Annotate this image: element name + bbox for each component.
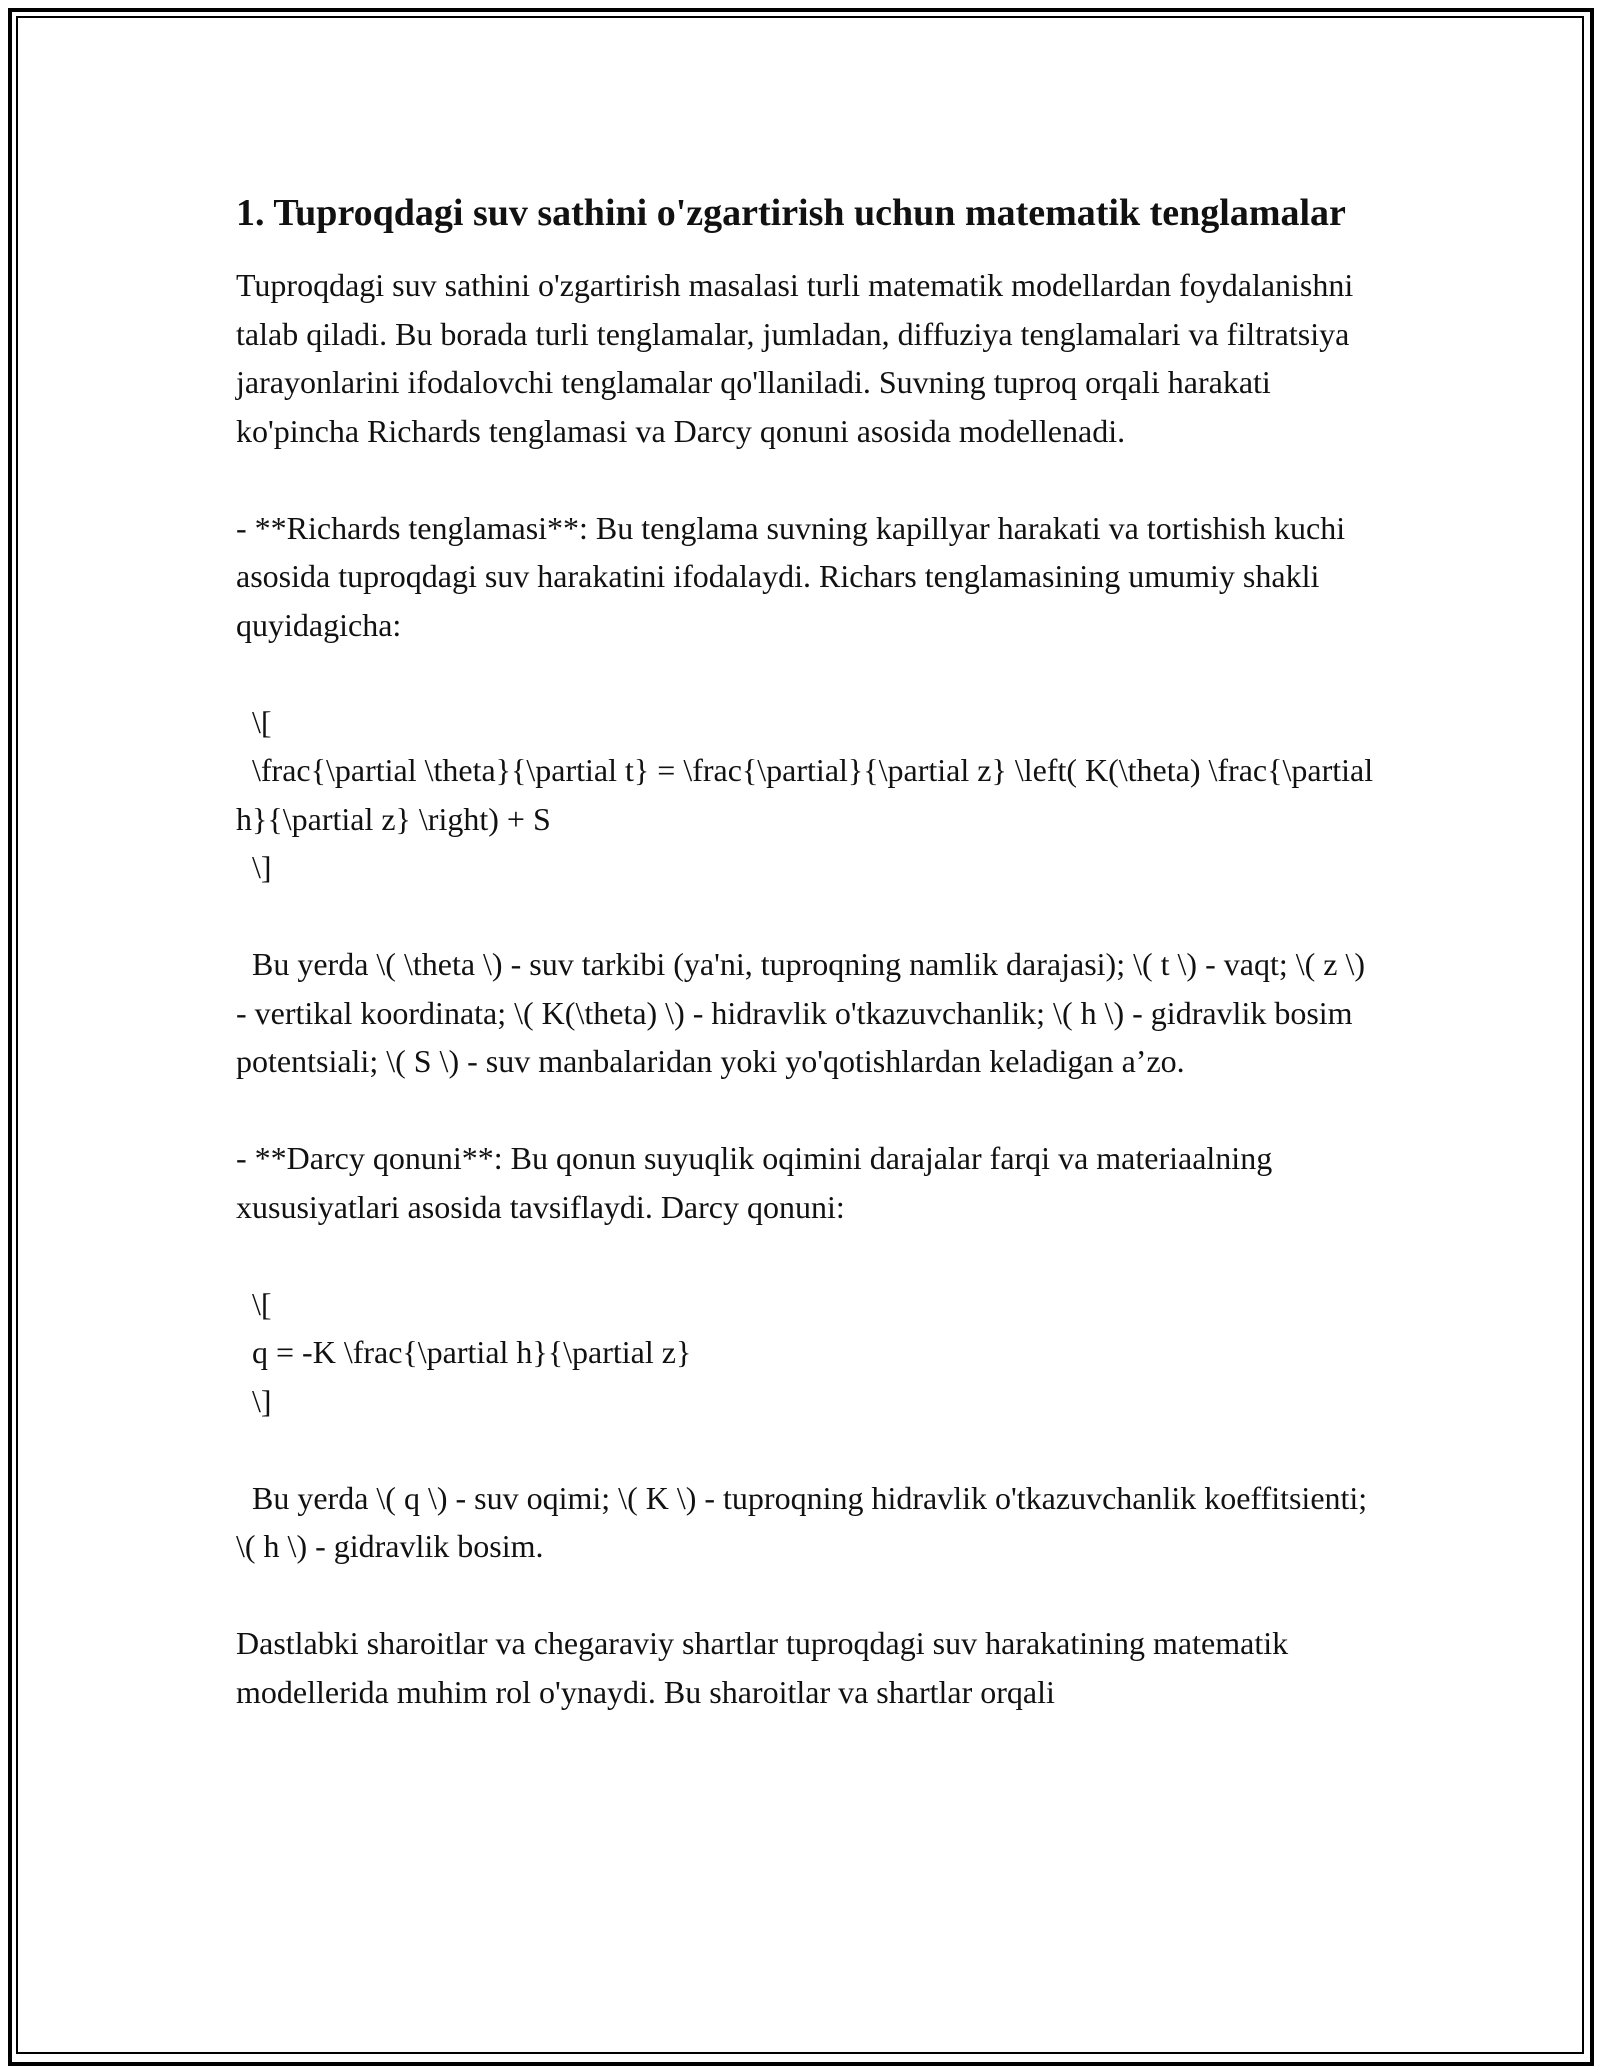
paragraph-gap: [236, 455, 1376, 504]
richards-equation: \[ \frac{\partial \theta}{\partial t} = \frac{\partial}{\partial z} \left( K(\theta) \frac{\partial h}{\partial z} \right) + S \]: [236, 703, 1374, 885]
paragraph-gap: [236, 892, 1376, 941]
paragraph-gap: [236, 1425, 1376, 1474]
richards-variables: Bu yerda \( \theta \) - suv tarkibi (ya'ni, tuproqning namlik darajasi); \( t \) - vaqt; \( z \) - vertikal koordinata; \( K(\theta) \) - hidravlik o'tkazuvchanlik; \( h \) - gidravlik bosim potentsiali; \( S \) - suv manbalaridan yoki yo'qotishlardan keladigan a’zo.: [236, 946, 1374, 1079]
darcy-equation: \[ q = -K \frac{\partial h}{\partial z} \]: [252, 1285, 692, 1419]
conditions-paragraph: Dastlabki sharoitlar va chegaraviy shartlar tuproqdagi suv harakatining matematik modellerida muhim rol o'ynaydi. Bu sharoitlar va shartlar orqali: [236, 1625, 1297, 1710]
richards-description: - **Richards tenglamasi**: Bu tenglama suvning kapillyar harakati va tortishish kuchi asosida tuproqdagi suv harakatini ifodalaydi. Richars tenglamasining umumiy shakli quyidagicha:: [236, 509, 1354, 643]
paragraph-gap: [236, 1086, 1376, 1135]
document-body: [236, 186, 1376, 1716]
section-heading: 1. Tuproqdagi suv sathini o'zgartirish uchun matematik tenglamalar: [236, 192, 1346, 234]
paragraph-gap: [236, 1231, 1376, 1280]
intro-paragraph: Tuproqdagi suv sathini o'zgartirish masalasi turli matematik modellardan foydalanishni talab qiladi. Bu borada turli tenglamalar, jumladan, diffuziya tenglamalari va filtratsiya jarayonlarini ifodalovchi tenglamalar qo'llaniladi. Suvning tuproq orqali harakati ko'pincha Richards tenglamasi va Darcy qonuni asosida modellenadi.: [236, 267, 1362, 449]
darcy-variables: Bu yerda \( q \) - suv oqimi; \( K \) - tuproqning hidravlik o'tkazuvchanlik koeffitsienti; \( h \) - gidravlik bosim.: [236, 1479, 1376, 1564]
darcy-description: - **Darcy qonuni**: Bu qonun suyuqlik oqimini darajalar farqi va materiaalning xususiyatlari asosida tavsiflaydi. Darcy qonuni:: [236, 1140, 1281, 1225]
paragraph-gap: [236, 1571, 1376, 1620]
paragraph-gap: [236, 649, 1376, 698]
